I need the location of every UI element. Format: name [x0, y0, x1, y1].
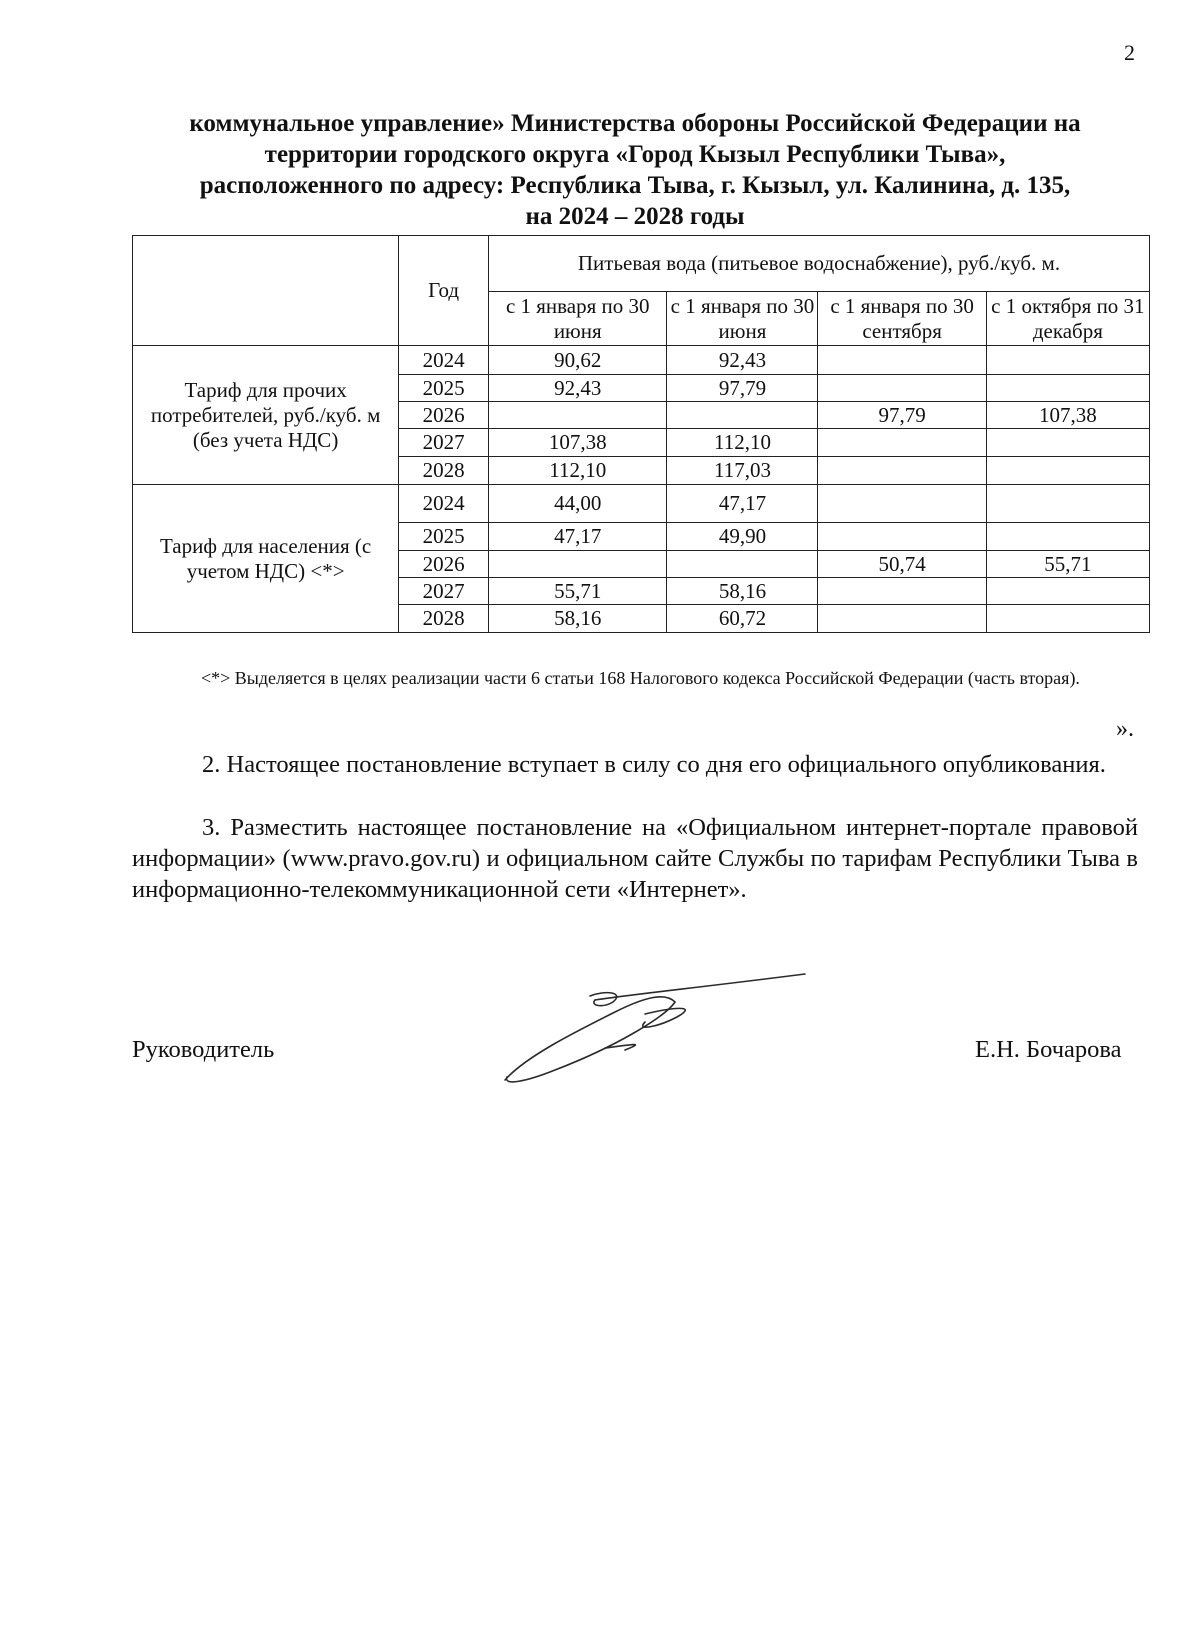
tariff-value-cell	[818, 523, 986, 551]
tariff-value-cell	[488, 402, 667, 429]
tariff-value-cell: 58,16	[667, 578, 818, 605]
tariff-value-cell	[818, 346, 986, 375]
tariff-value-cell	[986, 485, 1149, 523]
tariff-value-cell: 92,43	[488, 375, 667, 402]
year-cell: 2028	[399, 605, 489, 633]
year-cell: 2027	[399, 578, 489, 605]
tariff-value-cell: 117,03	[667, 457, 818, 485]
year-cell: 2026	[399, 402, 489, 429]
column-header: с 1 января по 30 июня	[488, 292, 667, 346]
tariff-value-cell: 112,10	[667, 429, 818, 457]
tariff-value-cell	[818, 457, 986, 485]
year-cell: 2024	[399, 346, 489, 375]
title-line-4: на 2024 – 2028 годы	[525, 203, 745, 230]
tariff-value-cell: 55,71	[986, 551, 1149, 578]
tariff-value-cell: 47,17	[488, 523, 667, 551]
column-header: с 1 октября по 31 декабря	[986, 292, 1149, 346]
document-title	[120, 108, 1150, 232]
column-header: с 1 января по 30 сентября	[818, 292, 986, 346]
tariff-value-cell	[986, 523, 1149, 551]
tariff-table-body	[133, 346, 1150, 633]
tariff-value-cell	[986, 375, 1149, 402]
tariff-value-cell: 107,38	[986, 402, 1149, 429]
group-header: Питьевая вода (питьевое водоснабжение), руб./куб. м.	[488, 236, 1149, 292]
tariff-value-cell: 97,79	[818, 402, 986, 429]
title-line-3: расположенного по адресу: Республика Тыва, г. Кызыл, ул. Калинина, д. 135,	[199, 172, 1071, 199]
tariff-value-cell	[818, 429, 986, 457]
tariff-value-cell: 97,79	[667, 375, 818, 402]
tariff-value-cell: 60,72	[667, 605, 818, 633]
tariff-value-cell: 50,74	[818, 551, 986, 578]
tariff-value-cell	[986, 346, 1149, 375]
tariff-value-cell: 112,10	[488, 457, 667, 485]
table-row	[133, 346, 1150, 375]
tariff-value-cell	[667, 551, 818, 578]
signer-role: Руководитель	[132, 1036, 275, 1063]
tariff-value-cell: 58,16	[488, 605, 667, 633]
tariff-value-cell	[488, 551, 667, 578]
closing-quote: ».	[1116, 716, 1134, 742]
tariff-value-cell	[818, 375, 986, 402]
year-cell: 2025	[399, 523, 489, 551]
tariff-value-cell	[986, 429, 1149, 457]
tariff-value-cell	[818, 605, 986, 633]
year-cell: 2024	[399, 485, 489, 523]
tariff-table	[132, 235, 1150, 633]
year-cell: 2028	[399, 457, 489, 485]
tariff-value-cell	[667, 402, 818, 429]
tariff-value-cell	[818, 578, 986, 605]
group-label: Тариф для прочих потребителей, руб./куб. м (без учета НДС)	[133, 346, 399, 485]
table-corner-cell	[133, 236, 399, 346]
paragraph-2: 2. Настоящее постановление вступает в силу со дня его официального опубликования.	[202, 751, 1106, 778]
title-line-1: коммунальное управление» Министерства обороны Российской Федерации на	[189, 110, 1081, 137]
table-row	[133, 485, 1150, 523]
tariff-value-cell: 55,71	[488, 578, 667, 605]
year-cell: 2025	[399, 375, 489, 402]
footnote: <*> Выделяется в целях реализации части 6 статьи 168 Налогового кодекса Российской Федерации (часть вторая).	[201, 668, 1080, 688]
tariff-value-cell: 107,38	[488, 429, 667, 457]
signer-name: Е.Н. Бочарова	[975, 1036, 1122, 1063]
paragraph-3: 3. Разместить настоящее постановление на «Официальном интернет-портале правовой информации» (www.pravo.gov.ru) и официальном сайте Службы по тарифам Республики Тыва в информационно-телекоммуникационной сети «Интернет».	[132, 814, 1138, 903]
tariff-value-cell	[818, 485, 986, 523]
year-cell: 2027	[399, 429, 489, 457]
tariff-value-cell	[986, 457, 1149, 485]
group-label: Тариф для населения (с учетом НДС) <*>	[133, 485, 399, 633]
tariff-value-cell: 49,90	[667, 523, 818, 551]
tariff-value-cell	[986, 578, 1149, 605]
page-number: 2	[1124, 40, 1135, 65]
title-line-2: территории городского округа «Город Кызыл Республики Тыва»,	[264, 141, 1006, 168]
handwritten-signature	[495, 962, 825, 1092]
tariff-value-cell: 90,62	[488, 346, 667, 375]
tariff-value-cell: 47,17	[667, 485, 818, 523]
year-header: Год	[399, 236, 489, 346]
year-cell: 2026	[399, 551, 489, 578]
column-header: с 1 января по 30 июня	[667, 292, 818, 346]
tariff-value-cell: 44,00	[488, 485, 667, 523]
tariff-value-cell	[986, 605, 1149, 633]
tariff-value-cell: 92,43	[667, 346, 818, 375]
